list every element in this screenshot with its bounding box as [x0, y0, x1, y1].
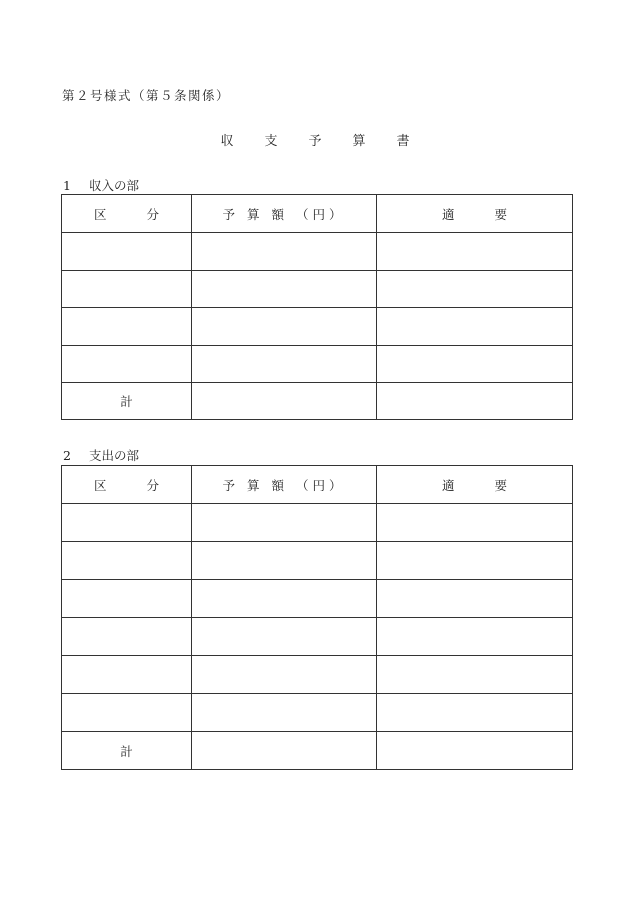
- income-amount-cell[interactable]: [192, 233, 377, 271]
- expense-amount-cell[interactable]: [192, 694, 377, 732]
- expense-category-cell[interactable]: [62, 618, 192, 656]
- expense-amount-cell[interactable]: [192, 656, 377, 694]
- expense-header-amount: 予 算 額 （円）: [192, 466, 377, 504]
- income-total-notes-cell[interactable]: [377, 383, 573, 420]
- income-table: [61, 194, 573, 420]
- income-table-row: [62, 308, 573, 346]
- expense-table-row: [62, 542, 573, 580]
- expense-category-cell[interactable]: [62, 694, 192, 732]
- income-notes-cell[interactable]: [377, 270, 573, 308]
- expense-notes-cell[interactable]: [377, 694, 573, 732]
- expense-category-cell[interactable]: [62, 542, 192, 580]
- expense-section-label: [63, 446, 139, 464]
- document-title: [0, 130, 630, 149]
- income-notes-cell[interactable]: [377, 345, 573, 383]
- expense-total-notes-cell[interactable]: [377, 732, 573, 770]
- income-category-cell[interactable]: [62, 233, 192, 271]
- expense-category-cell[interactable]: [62, 656, 192, 694]
- income-table-row: [62, 233, 573, 271]
- expense-header-notes: 適 要: [377, 466, 573, 504]
- income-category-cell[interactable]: [62, 345, 192, 383]
- income-amount-cell[interactable]: [192, 308, 377, 346]
- income-total-amount-cell[interactable]: [192, 383, 377, 420]
- income-amount-cell[interactable]: [192, 270, 377, 308]
- expense-table-row: [62, 694, 573, 732]
- expense-notes-cell[interactable]: [377, 618, 573, 656]
- expense-section-number: 2: [63, 448, 71, 463]
- income-total-label: 計: [62, 383, 192, 420]
- expense-category-cell[interactable]: [62, 580, 192, 618]
- expense-total-amount-cell[interactable]: [192, 732, 377, 770]
- expense-header-category: 区 分: [62, 466, 192, 504]
- expense-total-row: [62, 732, 573, 770]
- title-char: 算: [352, 134, 366, 149]
- income-table-row: [62, 345, 573, 383]
- expense-table: [61, 465, 573, 770]
- income-category-cell[interactable]: [62, 270, 192, 308]
- expense-notes-cell[interactable]: [377, 580, 573, 618]
- expense-amount-cell[interactable]: [192, 504, 377, 542]
- title-char: 書: [396, 134, 410, 149]
- income-notes-cell[interactable]: [377, 233, 573, 271]
- income-table-row: [62, 270, 573, 308]
- income-amount-cell[interactable]: [192, 345, 377, 383]
- expense-table-row: [62, 580, 573, 618]
- expense-amount-cell[interactable]: [192, 580, 377, 618]
- title-char: 予: [308, 134, 322, 149]
- title-char: 支: [264, 134, 278, 149]
- income-header-row: [62, 195, 573, 233]
- expense-amount-cell[interactable]: [192, 618, 377, 656]
- form-number: 第２号様式（第５条関係）: [62, 88, 231, 103]
- title-char: 収: [220, 134, 234, 149]
- income-section-number: 1: [63, 178, 71, 193]
- expense-section-title: 支出の部: [89, 448, 140, 463]
- income-section-label: [63, 176, 139, 194]
- income-total-row: [62, 383, 573, 420]
- income-header-amount: 予 算 額 （円）: [192, 195, 377, 233]
- income-table-body: [62, 233, 573, 383]
- expense-table-row: [62, 504, 573, 542]
- income-header-category: 区 分: [62, 195, 192, 233]
- expense-total-label: 計: [62, 732, 192, 770]
- income-category-cell[interactable]: [62, 308, 192, 346]
- expense-header-row: [62, 466, 573, 504]
- expense-category-cell[interactable]: [62, 504, 192, 542]
- income-section-title: 収入の部: [89, 178, 140, 193]
- expense-table-row: [62, 618, 573, 656]
- expense-table-body: [62, 504, 573, 732]
- income-notes-cell[interactable]: [377, 308, 573, 346]
- income-header-notes: 適 要: [377, 195, 573, 233]
- expense-notes-cell[interactable]: [377, 656, 573, 694]
- expense-table-row: [62, 656, 573, 694]
- expense-notes-cell[interactable]: [377, 504, 573, 542]
- expense-amount-cell[interactable]: [192, 542, 377, 580]
- expense-notes-cell[interactable]: [377, 542, 573, 580]
